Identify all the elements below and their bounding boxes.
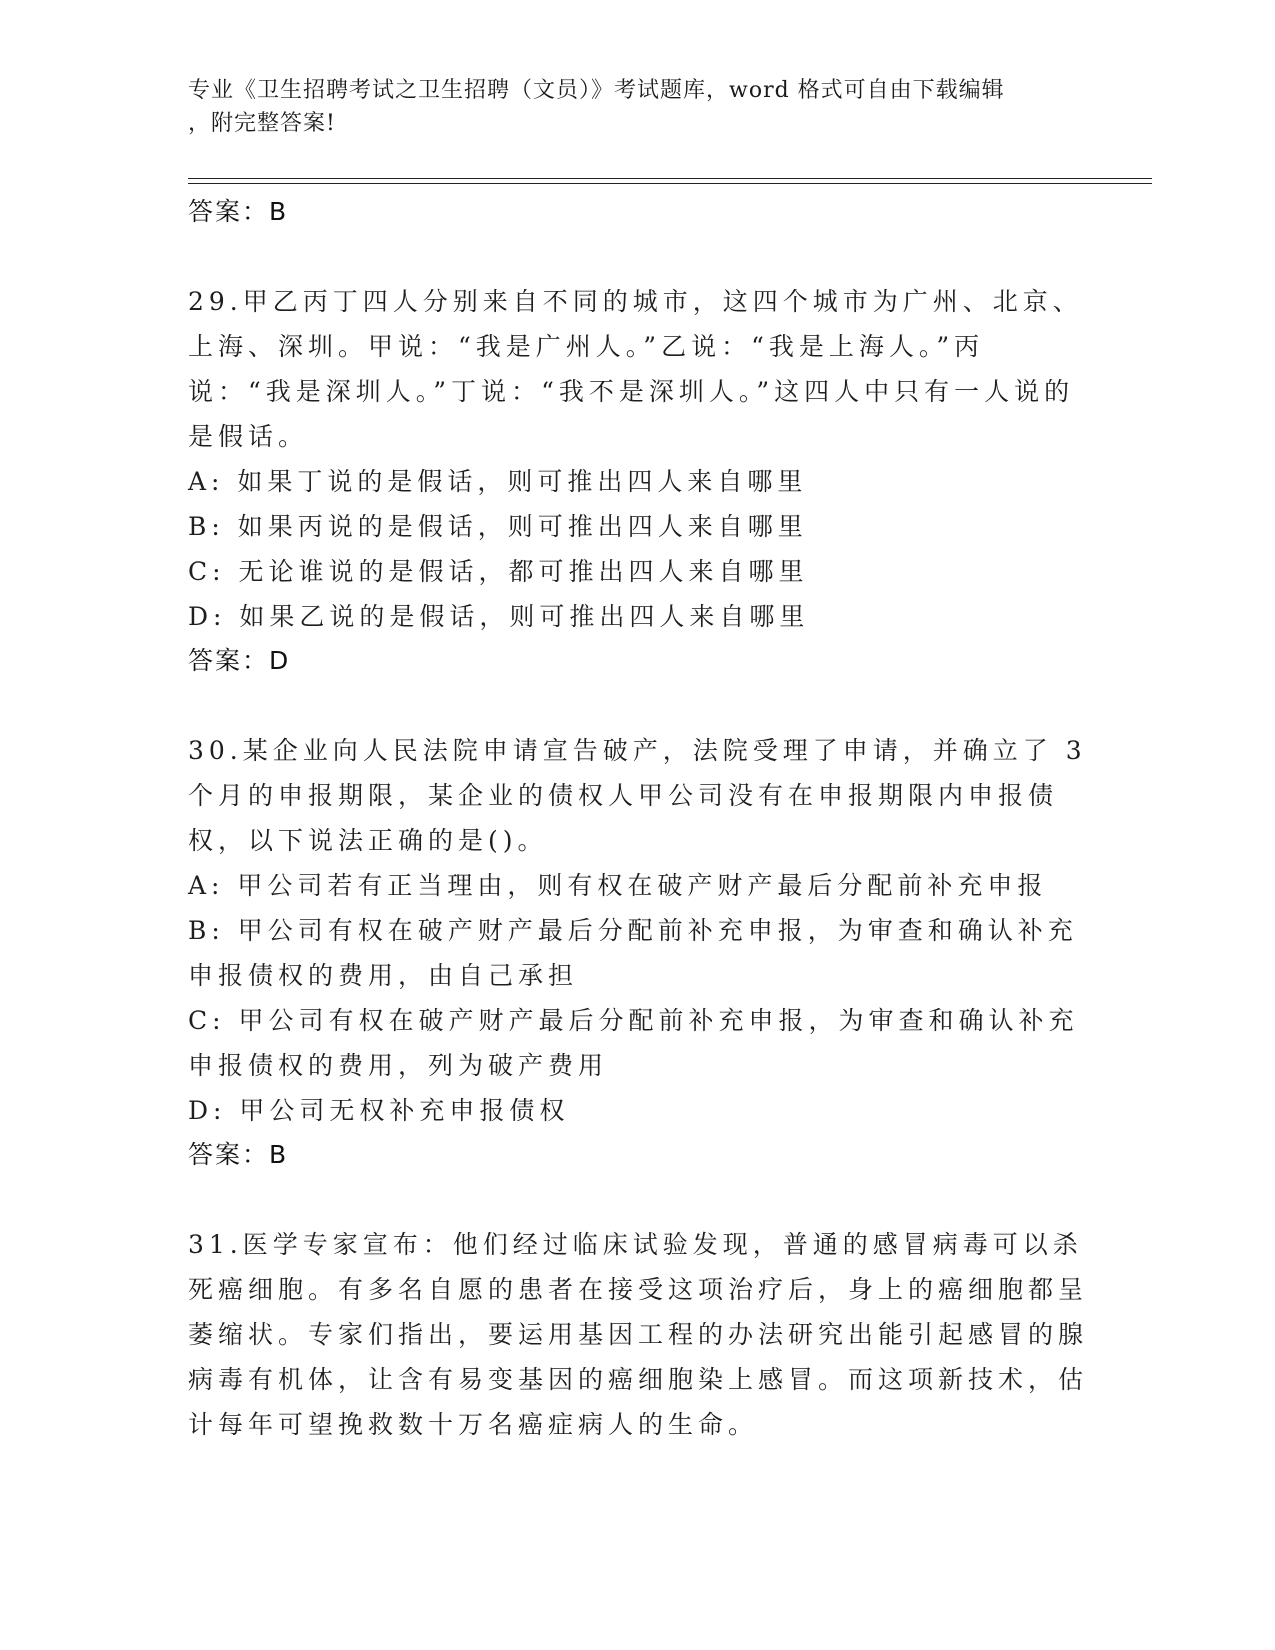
question-stem: 29.甲乙丙丁四人分别来自不同的城市，这四个城市为广州、北京、上海、深圳。甲说：“我是广州人。”乙说：“我是上海人。”丙说：“我是深圳人。”丁说：“我不是深圳人。”这四人中只有一人说的是假话。 [188, 287, 1083, 451]
option-d: D: 甲公司无权补充申报债权 [188, 1096, 570, 1125]
option-c: C: 无论谁说的是假话，都可推出四人来自哪里 [188, 557, 809, 586]
question-stem: 31.医学专家宣布：他们经过临床试验发现，普通的感冒病毒可以杀死癌细胞。有多名自愿的患者在接受这项治疗后，身上的癌细胞都呈萎缩状。专家们指出，要运用基因工程的办法研究出能引起感冒的腺病毒有机体，让含有易变基因的癌细胞染上感冒。而这项新技术，估计每年可望挽救数十万名癌症病人的生命。 [188, 1230, 1089, 1439]
option-b: B: 甲公司有权在破产财产最后分配前补充申报，为审查和确认补充申报债权的费用，由自己承担 [188, 916, 1078, 990]
header-divider-bottom [188, 183, 1152, 184]
question-stem: 30.某企业向人民法院申请宣告破产，法院受理了申请，并确立了 3 个月的申报期限，某企业的债权人甲公司没有在申报期限内申报债权，以下说法正确的是()。 [188, 736, 1087, 855]
document-body [188, 190, 1088, 1447]
question-31 [188, 1222, 1088, 1447]
header-line-2: ，附完整答案! [188, 111, 336, 136]
header-line-1: 专业《卫生招聘考试之卫生招聘（文员）》考试题库，word 格式可自由下载编辑 [188, 78, 1005, 103]
option-c: C: 甲公司有权在破产财产最后分配前补充申报，为审查和确认补充申报债权的费用，列为破产费用 [188, 1006, 1079, 1080]
answer-label: 答案：D [188, 646, 291, 675]
option-b: B: 如果丙说的是假话，则可推出四人来自哪里 [188, 512, 808, 541]
header-divider-top [188, 178, 1152, 179]
question-29 [188, 279, 1088, 683]
question-30 [188, 728, 1088, 1177]
document-header [188, 74, 1088, 140]
answer-label: 答案：B [188, 197, 289, 226]
option-a: A: 如果丁说的是假话，则可推出四人来自哪里 [188, 467, 808, 496]
option-d: D: 如果乙说的是假话，则可推出四人来自哪里 [188, 602, 810, 631]
answer-label: 答案：B [188, 1140, 289, 1169]
option-a: A: 甲公司若有正当理由，则有权在破产财产最后分配前补充申报 [188, 871, 1048, 900]
